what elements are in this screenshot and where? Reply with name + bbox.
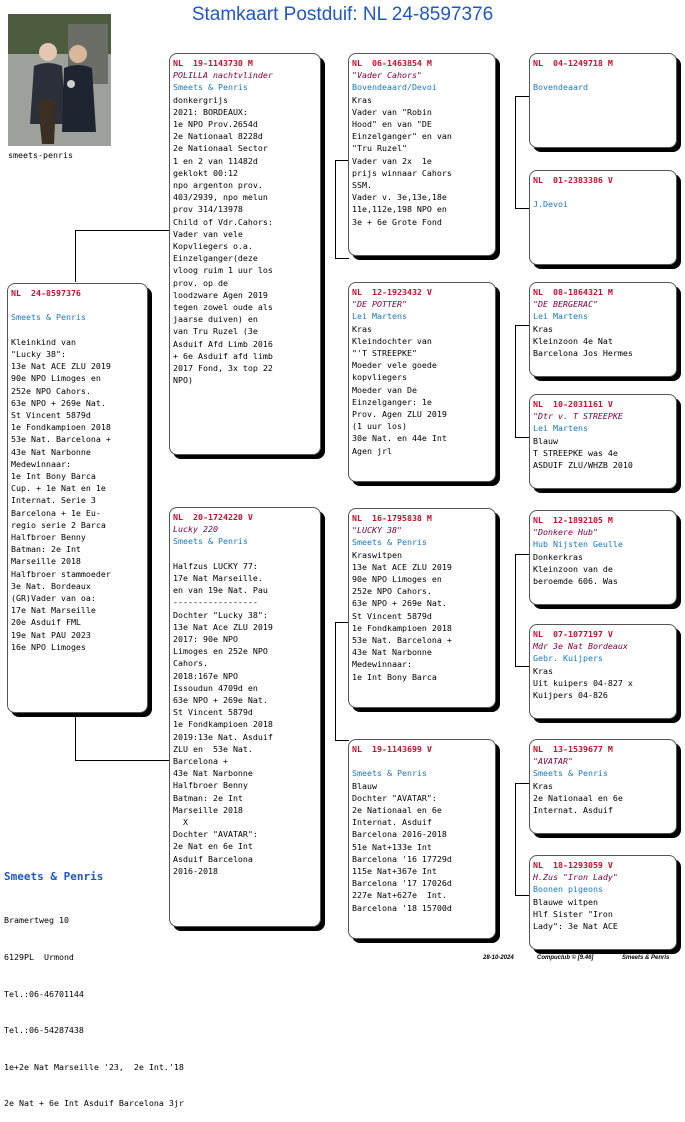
spacer xyxy=(533,186,673,198)
note-line: 3e Nat. Bordeaux xyxy=(11,580,91,591)
note-line: en van 19e Nat. Pau xyxy=(173,585,268,596)
pigeon-card-subject[interactable] xyxy=(7,283,148,713)
note-line: Moeder van De xyxy=(352,384,417,395)
owner: Smeets & Penris xyxy=(533,768,608,779)
note-line: Lady": 3e Nat ACE xyxy=(533,921,618,932)
note-line: Batman: 2e Int xyxy=(11,544,81,555)
owner: Bovendeaard/Devoi xyxy=(352,82,437,93)
connector-line xyxy=(335,740,349,741)
note-line: Agen jrl xyxy=(352,445,392,456)
note-line: 13e Nat ACE ZLU 2019 xyxy=(11,361,111,372)
note-line: Hlf Sister "Iron xyxy=(533,908,613,919)
pigeon-color: Kras xyxy=(352,94,372,105)
note-line: 2e Nationaal 8228d xyxy=(173,131,263,142)
note-line: Halfzus LUCKY 77: xyxy=(173,560,258,571)
note-line: 227e Nat+627e Int. xyxy=(352,890,447,901)
note-line: Vader van "Robin xyxy=(352,106,432,117)
note-line: Einzelganger: 1e xyxy=(352,396,432,407)
owner: Lei Martens xyxy=(533,311,588,322)
connector-line xyxy=(515,783,529,784)
pigeon-color: Kras xyxy=(533,323,553,334)
connector-line xyxy=(335,160,336,258)
note-line: Barcelona '16 17729d xyxy=(352,853,452,864)
ring-number: NL 01-2383386 V xyxy=(533,175,613,185)
note-line: Kleinzoon van de xyxy=(533,563,613,574)
ring-number: NL 12-1923432 V xyxy=(352,287,432,297)
breeder-photo xyxy=(8,14,111,146)
note-line: jaarse duiven) en xyxy=(173,314,258,325)
ring-number: NL 07-1077197 V xyxy=(533,629,613,639)
note-line: ZLU en 53e Nat. xyxy=(173,743,253,754)
note-line: 43e Nat Narbonne xyxy=(173,768,253,779)
note-line: "'T STREEPKE" xyxy=(352,348,417,359)
breeder-line: Bramertweg 10 xyxy=(4,915,69,926)
breeder-line: 6129PL Urmond xyxy=(4,952,74,963)
pigeon-card-mff[interactable] xyxy=(529,510,677,605)
owner: Gebr. Kuijpers xyxy=(533,653,603,664)
note-line: Asduif Barcelona xyxy=(173,853,253,864)
ring-number: NL 19-1143699 V xyxy=(352,744,432,754)
pigeon-name: "DE POTTER" xyxy=(352,299,407,310)
note-line: 2017 Fond, 3x top 22 xyxy=(173,363,273,374)
pigeon-color: Blauw xyxy=(352,780,377,791)
note-line: Internat. Asduif xyxy=(533,805,613,816)
notes xyxy=(352,106,492,228)
ring-number: NL 19-1143730 M xyxy=(173,58,253,68)
connector-line xyxy=(75,714,76,760)
note-line: + 6e Asduif afd limb xyxy=(173,350,273,361)
owner: Boonen pigeons xyxy=(533,884,603,895)
note-line: 20e Asduif FML xyxy=(11,617,81,628)
pigeon-name: Mdr 3e Nat Bordeaux xyxy=(533,641,628,652)
pigeon-card-ff[interactable] xyxy=(348,53,496,256)
note-line: beroemde 606. Was xyxy=(533,576,618,587)
pigeon-card-mmf[interactable] xyxy=(529,739,677,834)
connector-line xyxy=(75,760,170,761)
ring-number: NL 04-1249718 M xyxy=(533,58,613,68)
owner: Lei Martens xyxy=(533,423,588,434)
note-line: St Vincent 5879d xyxy=(11,410,91,420)
note-line: 13e Nat ACE ZLU 2019 xyxy=(352,561,452,572)
connector-line xyxy=(515,437,529,438)
pigeon-name: "Donkere Hub" xyxy=(533,527,598,538)
note-line: 1e NPO Prov.2654d xyxy=(173,119,258,130)
photo-caption: smeets-penris xyxy=(8,150,73,160)
ring-number: NL 13-1539677 M xyxy=(533,744,613,754)
note-line: Kopvliegers o.a. xyxy=(173,241,253,252)
ring-number: NL 24-8597376 xyxy=(11,288,81,298)
pigeon-color: Blauw xyxy=(533,435,558,446)
pigeon-color: donkergrijs xyxy=(173,94,228,105)
pigeon-name: "DE BERGERAC" xyxy=(533,299,598,310)
note-line: Einzelganger(deze xyxy=(173,253,258,264)
ring-number: NL 18-1293059 V xyxy=(533,860,613,870)
note-line: geklokt 00:12 xyxy=(173,167,238,178)
note-line: X xyxy=(173,817,188,828)
spacer xyxy=(533,69,673,81)
note-line: 63e NPO + 269e Nat. xyxy=(11,397,106,408)
note-line: 63e NPO + 269e Nat. xyxy=(352,598,447,609)
pigeon-card-mfm[interactable] xyxy=(529,624,677,719)
note-line: Hood" en van "DE xyxy=(352,119,432,130)
note-line: 403/2939, npo melun xyxy=(173,192,268,203)
note-line: Barcelona Jos Hermes xyxy=(533,348,633,359)
note-line: SSM. xyxy=(352,180,372,191)
connector-line xyxy=(515,325,516,437)
note-line: Internat. Asduif xyxy=(352,817,432,828)
note-line: Barcelona 2016-2018 xyxy=(352,829,447,840)
note-line: Uit kuipers 04-827 x xyxy=(533,677,633,688)
note-line: Moeder vele goede xyxy=(352,360,437,371)
owner: Smeets & Penris xyxy=(352,768,427,779)
note-line: 43e Nat Narbonne xyxy=(352,647,432,658)
page-title: Stamkaart Postduif: NL 24-8597376 xyxy=(191,4,494,25)
note-line: Dochter "Lucky 38": xyxy=(173,609,268,620)
note-line: 2e Nationaal Sector xyxy=(173,143,268,154)
breeder-name: Smeets & Penris xyxy=(4,870,104,883)
pigeon-card-ffm[interactable] xyxy=(529,170,677,265)
owner: Smeets & Penris xyxy=(352,537,427,548)
note-line: 63e NPO + 269e Nat. xyxy=(173,695,268,706)
connector-line xyxy=(515,96,529,97)
connector-line xyxy=(515,325,529,326)
note-line: T STREEPKE was 4e xyxy=(533,447,618,458)
note-line: Child of Vdr.Cahors: xyxy=(173,216,273,227)
note-line: Prov. Agen ZLU 2019 xyxy=(352,409,447,420)
notes xyxy=(352,561,492,683)
connector-line xyxy=(335,622,336,740)
note-line: Limoges en 252e NPO xyxy=(173,646,268,657)
connector-line xyxy=(335,258,349,259)
note-line: St Vincent 5879d xyxy=(173,707,253,718)
note-line: prov. op de xyxy=(173,277,228,288)
pigeon-card-fmm[interactable] xyxy=(529,394,677,489)
note-line: Kleinkind van xyxy=(11,336,76,347)
note-line: Asduif Afd Limb 2016 xyxy=(173,338,273,349)
note-line: Barcelona + xyxy=(173,756,228,767)
note-line: Barcelona + 1e Eu- xyxy=(11,507,101,518)
note-line: Marseille 2018 xyxy=(173,804,243,815)
note-line: Dochter "AVATAR": xyxy=(173,829,258,840)
note-line: 11e,112e,198 NPO en xyxy=(352,204,447,215)
pigeon-card-mmm[interactable] xyxy=(529,855,677,950)
note-line: Halfbroer Benny xyxy=(11,532,86,543)
note-line: Kleindochter van xyxy=(352,335,432,346)
note-line: 3e + 6e Grote Fond xyxy=(352,216,442,227)
owner: Smeets & Penris xyxy=(11,312,86,323)
note-line: St Vincent 5879d xyxy=(352,610,432,621)
connector-line xyxy=(515,96,516,208)
note-line: NPO) xyxy=(173,375,193,386)
pigeon-card-fm[interactable] xyxy=(348,282,496,482)
note-line: Medewinnaar: xyxy=(11,458,71,469)
owner: Smeets & Penris xyxy=(173,82,248,93)
note-line: ASDUIF ZLU/WHZB 2010 xyxy=(533,460,633,471)
connector-line xyxy=(75,230,170,231)
pigeon-card-fff[interactable] xyxy=(529,53,677,148)
pigeon-card-mf[interactable] xyxy=(348,508,496,708)
spacer xyxy=(352,755,492,767)
ring-number: NL 12-1892105 M xyxy=(533,515,613,525)
note-line: 53e Nat. Barcelona + xyxy=(352,635,452,646)
connector-line xyxy=(75,230,76,282)
connector-line xyxy=(515,895,529,896)
owner: J.Devoi xyxy=(533,199,568,210)
note-line: 16e NPO Limoges xyxy=(11,641,86,652)
note-line: vloog ruim 1 uur los xyxy=(173,265,273,276)
note-line: 2e Nat en 6e Int xyxy=(173,841,253,852)
pigeon-name: Lucky 220 xyxy=(173,524,218,535)
note-line: Internat. Serie 3 xyxy=(11,495,96,506)
note-line: Batman: 2e Int xyxy=(173,792,243,803)
note-line: Barcelona '17 17026d xyxy=(352,878,452,889)
note-line: Einzelganger" en van xyxy=(352,131,452,142)
note-line: 2021: BORDEAUX: xyxy=(173,106,248,117)
note-line: 90e NPO Limoges en xyxy=(11,373,101,384)
pigeon-name: "Vader Cahors" xyxy=(352,70,422,81)
note-line: Halfbroer Benny xyxy=(173,780,248,791)
note-line: 53e Nat. Barcelona + xyxy=(11,434,111,445)
note-line: Vader van vele xyxy=(173,228,243,239)
pigeon-name: "Dtr v. T STREEPKE xyxy=(533,411,623,422)
owner: Bovendeaard xyxy=(533,82,588,93)
note-line: 17e Nat Marseille. xyxy=(173,573,263,583)
spacer xyxy=(173,548,317,560)
note-line: loodzware Agen 2019 xyxy=(173,289,268,300)
note-line: Kleinzoon 4e Nat xyxy=(533,335,613,346)
note-line: 252e NPO Cahors. xyxy=(352,586,432,597)
note-line: 2e Nationaal en 6e xyxy=(533,792,623,803)
note-line: 17e Nat Marseille xyxy=(11,605,96,616)
spacer xyxy=(11,299,144,311)
notes xyxy=(352,792,492,914)
note-line: 19e Nat PAU 2023 xyxy=(11,629,91,640)
note-line: Marseille 2018 xyxy=(11,556,81,567)
notes xyxy=(352,335,492,457)
note-line: 1e Int Bony Barca xyxy=(11,471,96,482)
note-line: 30e Nat. en 44e Int xyxy=(352,433,447,444)
note-line: Barcelona '18 15700d xyxy=(352,902,452,913)
note-line: van Tru Ruzel (3e xyxy=(173,326,258,337)
note-line: 115e Nat+367e Int xyxy=(352,866,437,877)
note-line: Vader van 2x 1e xyxy=(352,155,432,166)
pigeon-name: "AVATAR" xyxy=(533,756,573,767)
note-line: prijs winnaar Cahors xyxy=(352,167,452,178)
note-line: Vader v. 3e,13e,18e xyxy=(352,192,447,203)
pigeon-name: POLILLA nachtvlinder xyxy=(173,70,273,81)
note-line: (1 uur los) xyxy=(352,421,407,432)
pigeon-name: H.Zus "Iron Lady" xyxy=(533,872,618,883)
note-line: 252e NPO Cahors. xyxy=(11,385,91,396)
note-line: 2e Nationaal en 6e xyxy=(352,805,442,815)
pigeon-card-father[interactable] xyxy=(169,53,321,455)
owner: Lei Martens xyxy=(352,311,407,322)
breeder-phone: Tel.:06-54287438 xyxy=(4,1025,84,1036)
ring-number: NL 08-1864321 M xyxy=(533,287,613,297)
note-line: 2018:167e NPO xyxy=(173,670,238,681)
pigeon-color: Kras xyxy=(352,323,372,334)
connector-line xyxy=(515,666,529,667)
connector-line xyxy=(335,160,349,161)
ring-number: NL 16-1795838 M xyxy=(352,513,432,523)
note-line: 2019:13e Nat. Asduif xyxy=(173,731,273,742)
note-line: 2017: 90e NPO xyxy=(173,634,238,645)
note-line: Kuijpers 04-826 xyxy=(533,690,608,701)
note-line: tegen zowel oude als xyxy=(173,302,273,313)
connector-line xyxy=(515,783,516,895)
note-line: 43e Nat Narbonne xyxy=(11,446,91,457)
pigeon-color: Donkerkras xyxy=(533,551,583,562)
note-line: 1e Fondkampioen 2018 xyxy=(173,719,273,730)
note-line: 51e Nat+133e Int xyxy=(352,841,432,852)
note-line: prov 314/13978 xyxy=(173,204,243,215)
note-line: regio serie 2 Barca xyxy=(11,519,106,530)
note-line: 90e NPO Limoges en xyxy=(352,574,442,585)
pigeon-card-mother[interactable] xyxy=(169,507,321,927)
footer-date: 28-10-2024 xyxy=(483,955,514,961)
breeder-phone: Tel.:06-46701144 xyxy=(4,988,84,999)
connector-line xyxy=(515,554,516,666)
note-line: Cahors. xyxy=(173,658,208,669)
connector-line xyxy=(335,622,349,623)
note-line: "Tru Ruzel" xyxy=(352,143,407,154)
notes xyxy=(173,560,317,877)
pigeon-color: Kras xyxy=(533,780,553,791)
pigeon-name: "LUCKY 38" xyxy=(352,525,402,536)
breeder-line: 1e+2e Nat Marseille '23, 2e Int.'18 xyxy=(4,1061,184,1072)
pigeon-card-mm[interactable] xyxy=(348,739,496,939)
connector-line xyxy=(515,554,529,555)
note-line: npo argenton prov. xyxy=(173,180,263,191)
note-line: Halfbroer stammoeder xyxy=(11,568,111,579)
note-line: 13e Nat Ace ZLU 2019 xyxy=(173,621,273,632)
notes xyxy=(173,106,317,387)
note-line: ----------------- xyxy=(173,597,258,608)
note-line: 1e Fondkampioen 2018 xyxy=(352,622,452,633)
note-line: Issoudun 4709d en xyxy=(173,682,258,693)
breeder-info xyxy=(4,890,184,1122)
note-line: Dochter "AVATAR": xyxy=(352,792,437,803)
note-line: Medewinnaar: xyxy=(352,659,412,670)
pigeon-color: Kras xyxy=(533,665,553,676)
breeder-line: 2e Nat + 6e Int Asduif Barcelona 3jr xyxy=(4,1098,184,1109)
note-line: "Lucky 38": xyxy=(11,348,66,359)
note-line: 1e Int Bony Barca xyxy=(352,671,437,682)
note-line: 1 en 2 van 11482d xyxy=(173,155,258,166)
footer-software: Compuclub © [9.46] xyxy=(537,955,594,961)
owner: Smeets & Penris xyxy=(173,536,248,547)
ring-number: NL 20-1724220 V xyxy=(173,512,253,522)
spacer xyxy=(11,324,144,336)
note-line: 1e Fondkampioen 2018 xyxy=(11,422,111,433)
notes xyxy=(11,336,144,653)
ring-number: NL 06-1463854 M xyxy=(352,58,432,68)
pigeon-color: Kraswitpen xyxy=(352,549,402,560)
pigeon-color: Blauwe witpen xyxy=(533,896,598,907)
connector-line xyxy=(515,208,529,209)
ring-number: NL 10-2031161 V xyxy=(533,399,613,409)
owner: Hub Nijsten Geulle xyxy=(533,539,623,550)
note-line: kopvliegers xyxy=(352,372,407,383)
note-line: (GR)Vader van oa: xyxy=(11,593,96,604)
pigeon-card-fmf[interactable] xyxy=(529,282,677,377)
note-line: 2016-2018 xyxy=(173,865,218,876)
footer-owner: Smeets & Penris xyxy=(622,955,670,961)
note-line: Cup. + 1e Nat en 1e xyxy=(11,483,106,494)
